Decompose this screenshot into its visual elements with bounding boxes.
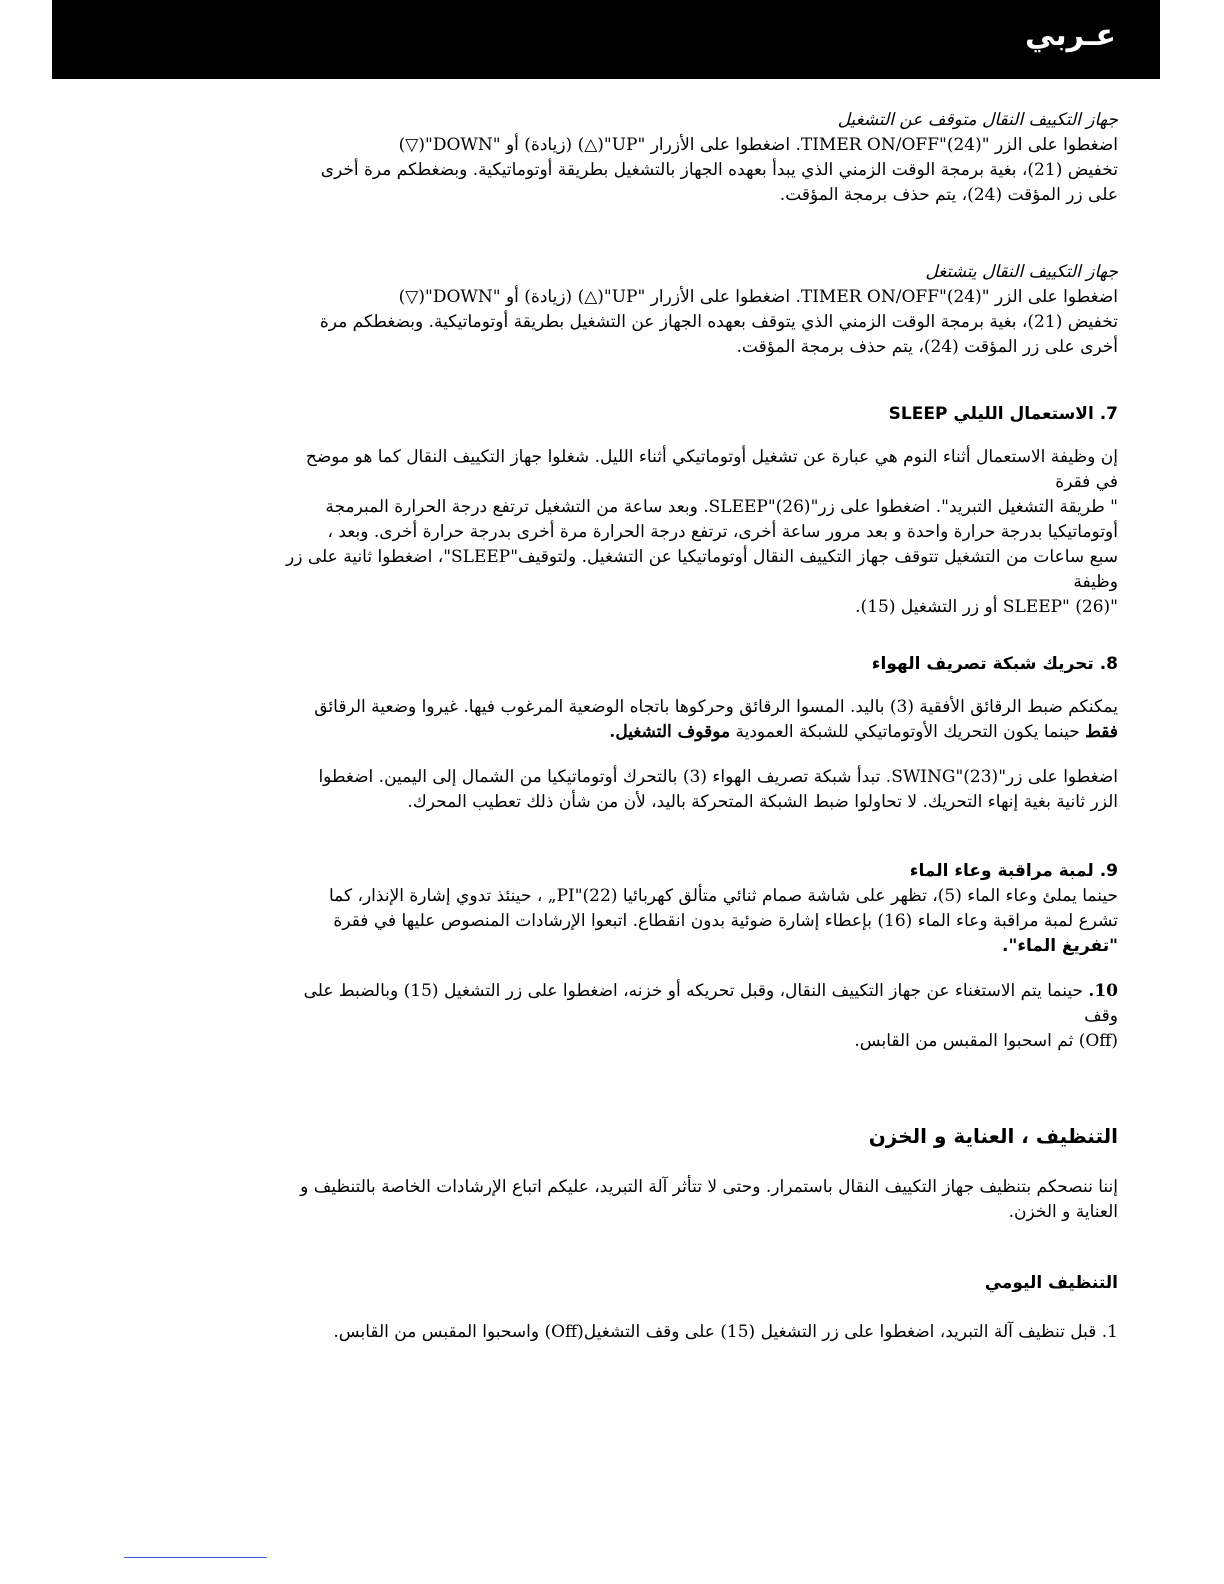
cleaning-heading: التنظيف ، العناية و الخزن bbox=[868, 1124, 1118, 1148]
swing-line-text: حينما يكون التحريك الأوتوماتيكي للشبكة العمودية bbox=[730, 722, 1086, 742]
swing-bold-only: فقط bbox=[1085, 722, 1118, 742]
timer-off-line: تخفيض (21)، بغية برمجة الوقت الزمني الذي يبدأ بعهده الجهاز بالتشغيل بطريقة أوتوماتيكية. وبضغطكم مرة أخرى bbox=[320, 160, 1118, 180]
step10-line: وقف bbox=[1084, 1006, 1118, 1026]
sleep-line: وظيفة bbox=[1073, 572, 1118, 592]
swing-line: يمكنكم ضبط الرقائق الأفقية (3) باليد. المسوا الرقائق وحركوها باتجاه الوضعية المرغوب فيها. غيروا وضعية الرقائق bbox=[314, 697, 1118, 717]
cleaning-line: العناية و الخزن. bbox=[1008, 1202, 1118, 1222]
sleep-line: سبع ساعات من التشغيل تتوقف جهاز التكييف النقال أوتوماتيكيا عن التشغيل. ولتوقيف"SLEEP"، اضغطوا ثانية على زر bbox=[286, 547, 1118, 567]
water-line: تشرع لمبة مراقبة وعاء الماء (16) بإعطاء إشارة ضوئية بدون انقطاع. اتبعوا الإرشادات المنصوص عليها في فقرة bbox=[333, 911, 1118, 931]
timer-off-line: اضغطوا على الزر "TIMER ON/OFF"(24). اضغطوا على الأزرار "UP"(△) (زيادة) أو "DOWN"(▽) bbox=[398, 135, 1118, 155]
step10-text: حينما يتم الاستغناء عن جهاز التكييف النقال، وقبل تحريكه أو خزنه، اضغطوا على زر التشغيل (15) وبالضبط على bbox=[303, 981, 1089, 1001]
timer-off-title: جهاز التكييف النقال متوقف عن التشغيل bbox=[837, 110, 1118, 130]
timer-on-line: اضغطوا على الزر "TIMER ON/OFF"(24). اضغطوا على الأزرار "UP"(△) (زيادة) أو "DOWN"(▽) bbox=[398, 287, 1118, 307]
water-line: حينما يملئ وعاء الماء (5)، تظهر على شاشة صمام ثنائي متألق كهربائيا (22)"PI„ ، حينئذ تدوي إشارة الإنذار، كما bbox=[328, 886, 1118, 906]
sleep-line: "SLEEP" (26) أو زر التشغيل (15). bbox=[855, 597, 1118, 617]
daily-item: 1. قبل تنظيف آلة التبريد، اضغطوا على زر التشغيل (15) على وقف التشغيل(Off) واسحبوا المقبس من القابس. bbox=[333, 1322, 1118, 1342]
water-heading: 9. لمبة مراقبة وعاء الماء bbox=[909, 861, 1118, 881]
water-bold-tail: "تفريغ الماء". bbox=[1002, 936, 1118, 956]
daily-heading: التنظيف اليومي bbox=[984, 1273, 1118, 1293]
header-bar bbox=[52, 0, 1160, 79]
timer-on-title: جهاز التكييف النقال يتشتغل bbox=[925, 262, 1118, 282]
timer-on-line: تخفيض (21)، بغية برمجة الوقت الزمني الذي يتوقف بعهده الجهاز عن التشغيل بطريقة أوتوماتيكية. وبضغطكم مرة bbox=[319, 312, 1118, 332]
step10-line bbox=[270, 979, 1118, 1004]
sleep-line: إن وظيفة الاستعمال أثناء النوم هي عبارة عن تشغيل أوتوماتيكي أثناء الليل. شغلوا جهاز التكييف النقال كما هو موضح bbox=[305, 447, 1118, 467]
swing-line: الزر ثانية بغية إنهاء التحريك. لا تحاولوا ضبط الشبكة المتحركة باليد، لأن من شأن ذلك تعطيب المحرك. bbox=[407, 792, 1118, 812]
document-body bbox=[270, 108, 1118, 1345]
sleep-line: في فقرة bbox=[1055, 472, 1118, 492]
sleep-line: أوتوماتيكيا بدرجة حرارة واحدة و بعد مرور ساعة أخرى، ترتفع درجة الحرارة مرة أخرى بدرجة حرارة أخرى. وبعد ، bbox=[327, 522, 1118, 542]
swing-line: اضغطوا على زر"SWING"(23). تبدأ شبكة تصريف الهواء (3) بالتحرك أوتوماتيكيا من الشمال إلى اليمين. اضغطوا bbox=[318, 767, 1118, 787]
footnote-divider bbox=[124, 1557, 267, 1558]
step10-number: 10. bbox=[1088, 981, 1118, 1001]
timer-off-line: على زر المؤقت (24)، يتم حذف برمجة المؤقت. bbox=[779, 185, 1118, 205]
language-title: عـربي bbox=[1024, 18, 1116, 53]
sleep-heading: 7. الاستعمال الليلي SLEEP bbox=[888, 404, 1118, 424]
cleaning-line: إننا ننصحكم بتنظيف جهاز التكييف النقال باستمرار. وحتى لا تتأثر آلة التبريد، عليكم اتباع الإرشادات الخاصة بالتنظيف و bbox=[300, 1177, 1118, 1197]
swing-line bbox=[270, 720, 1118, 745]
step10-line: (Off) ثم اسحبوا المقبس من القابس. bbox=[854, 1031, 1118, 1051]
swing-bold-stopped: موقوف التشغيل. bbox=[609, 722, 731, 742]
timer-on-line: أخرى على زر المؤقت (24)، يتم حذف برمجة المؤقت. bbox=[736, 337, 1118, 357]
sleep-line: " طريقة التشغيل التبريد". اضغطوا على زر"SLEEP"(26). وبعد ساعة من التشغيل ترتفع درجة الحرارة المبرمجة bbox=[325, 497, 1118, 517]
swing-heading: 8. تحريك شبكة تصريف الهواء bbox=[871, 654, 1118, 674]
